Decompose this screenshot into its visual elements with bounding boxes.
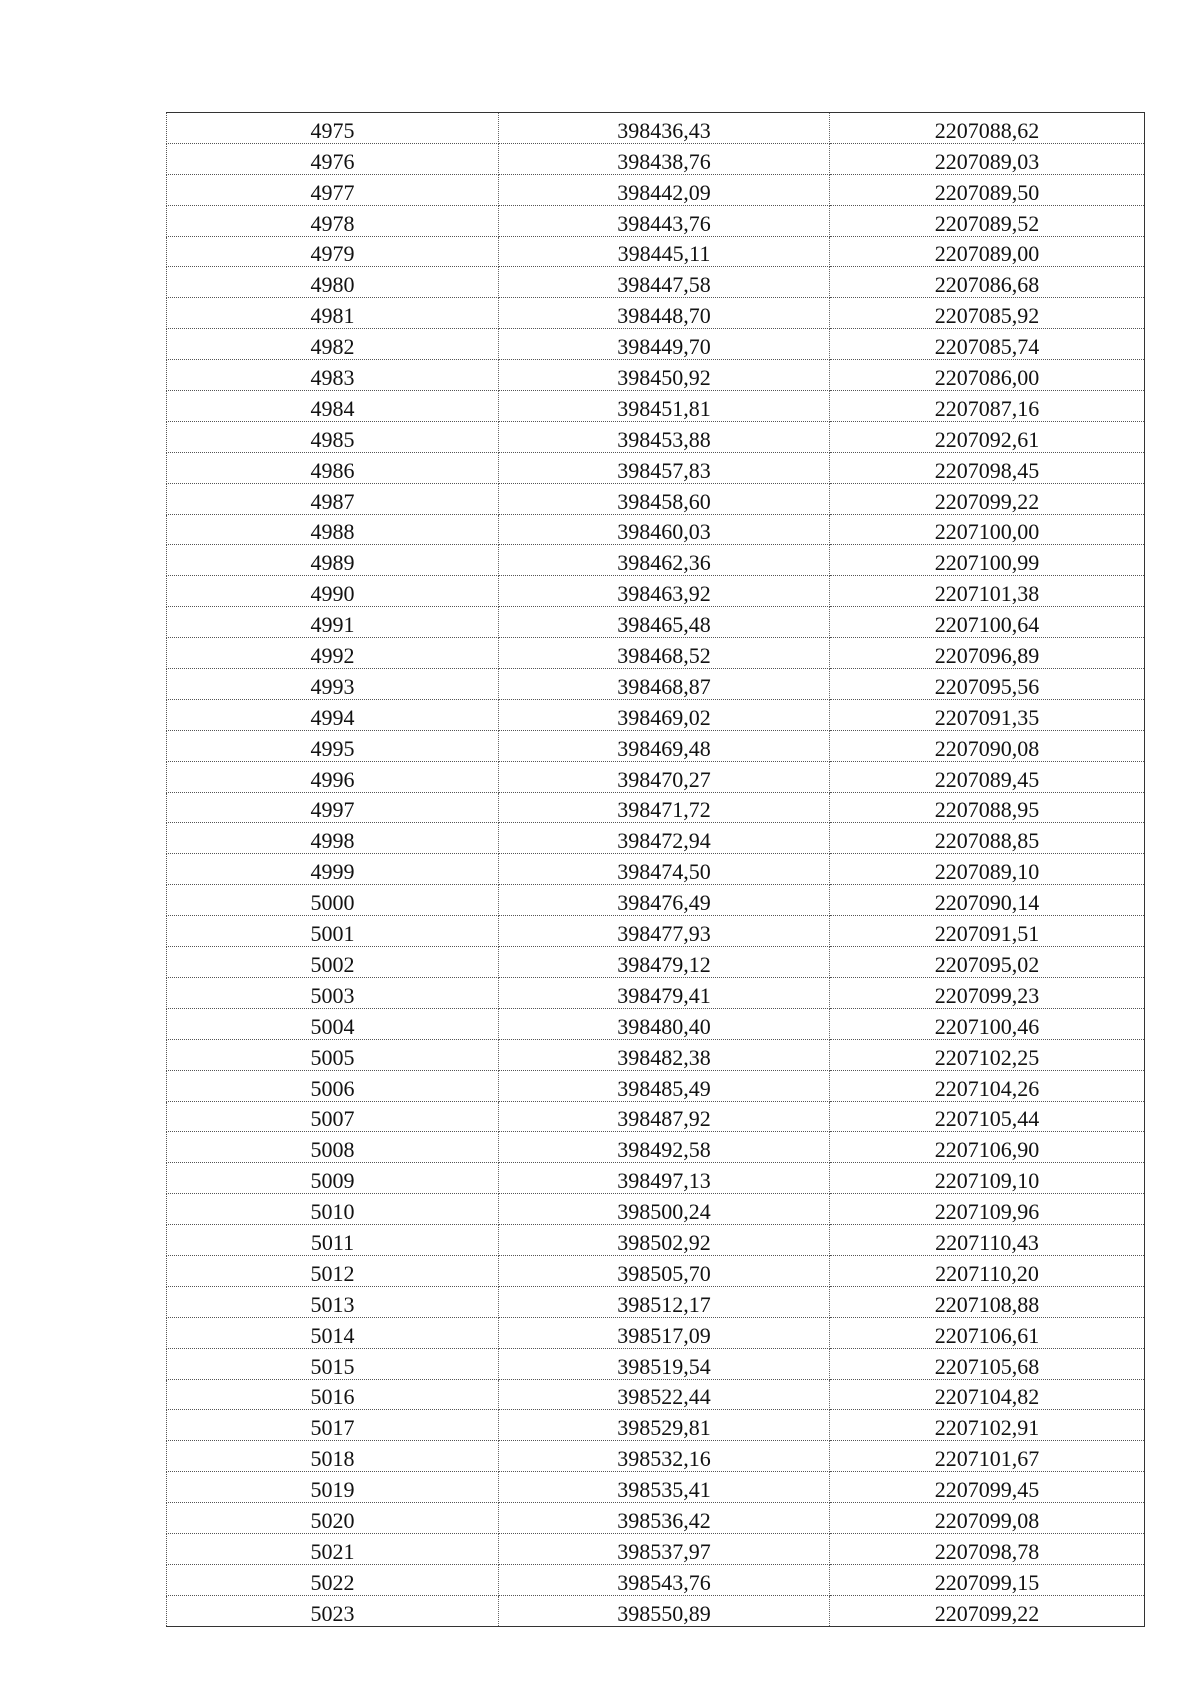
table-row	[167, 452, 1145, 483]
x-coordinate-cell: 398480,40	[499, 1008, 830, 1039]
table-row	[167, 483, 1145, 514]
coordinates-table	[166, 112, 1145, 1627]
point-number-cell: 4986	[167, 452, 499, 483]
y-coordinate-cell: 2207101,38	[830, 576, 1145, 607]
y-coordinate-cell: 2207088,95	[830, 792, 1145, 823]
table-row	[167, 1070, 1145, 1101]
point-number-cell: 5008	[167, 1132, 499, 1163]
table-row	[167, 1441, 1145, 1472]
table-row	[167, 1286, 1145, 1317]
table-row	[167, 761, 1145, 792]
x-coordinate-cell: 398442,09	[499, 174, 830, 205]
y-coordinate-cell: 2207089,50	[830, 174, 1145, 205]
y-coordinate-cell: 2207089,00	[830, 236, 1145, 267]
y-coordinate-cell: 2207090,08	[830, 730, 1145, 761]
table-row	[167, 638, 1145, 669]
x-coordinate-cell: 398448,70	[499, 298, 830, 329]
y-coordinate-cell: 2207105,68	[830, 1348, 1145, 1379]
table-row	[167, 1008, 1145, 1039]
point-number-cell: 5021	[167, 1533, 499, 1564]
y-coordinate-cell: 2207089,52	[830, 205, 1145, 236]
point-number-cell: 5015	[167, 1348, 499, 1379]
x-coordinate-cell: 398500,24	[499, 1194, 830, 1225]
point-number-cell: 4985	[167, 421, 499, 452]
point-number-cell: 5000	[167, 885, 499, 916]
point-number-cell: 4988	[167, 514, 499, 545]
x-coordinate-cell: 398502,92	[499, 1225, 830, 1256]
point-number-cell: 5006	[167, 1070, 499, 1101]
x-coordinate-cell: 398471,72	[499, 792, 830, 823]
point-number-cell: 4987	[167, 483, 499, 514]
table-body	[167, 113, 1145, 1627]
x-coordinate-cell: 398451,81	[499, 391, 830, 422]
y-coordinate-cell: 2207086,00	[830, 360, 1145, 391]
point-number-cell: 5016	[167, 1379, 499, 1410]
table-row	[167, 545, 1145, 576]
x-coordinate-cell: 398479,41	[499, 977, 830, 1008]
x-coordinate-cell: 398447,58	[499, 267, 830, 298]
point-number-cell: 4981	[167, 298, 499, 329]
table-row	[167, 947, 1145, 978]
x-coordinate-cell: 398450,92	[499, 360, 830, 391]
point-number-cell: 4989	[167, 545, 499, 576]
table-row	[167, 174, 1145, 205]
point-number-cell: 5020	[167, 1503, 499, 1534]
x-coordinate-cell: 398474,50	[499, 854, 830, 885]
table-row	[167, 1379, 1145, 1410]
x-coordinate-cell: 398472,94	[499, 823, 830, 854]
x-coordinate-cell: 398470,27	[499, 761, 830, 792]
point-number-cell: 4992	[167, 638, 499, 669]
y-coordinate-cell: 2207092,61	[830, 421, 1145, 452]
point-number-cell: 5004	[167, 1008, 499, 1039]
point-number-cell: 4997	[167, 792, 499, 823]
y-coordinate-cell: 2207098,78	[830, 1533, 1145, 1564]
x-coordinate-cell: 398453,88	[499, 421, 830, 452]
x-coordinate-cell: 398438,76	[499, 143, 830, 174]
table-row	[167, 1194, 1145, 1225]
y-coordinate-cell: 2207086,68	[830, 267, 1145, 298]
point-number-cell: 4999	[167, 854, 499, 885]
y-coordinate-cell: 2207087,16	[830, 391, 1145, 422]
point-number-cell: 5017	[167, 1410, 499, 1441]
point-number-cell: 5010	[167, 1194, 499, 1225]
x-coordinate-cell: 398469,48	[499, 730, 830, 761]
x-coordinate-cell: 398532,16	[499, 1441, 830, 1472]
document-page	[166, 112, 1144, 1627]
y-coordinate-cell: 2207109,10	[830, 1163, 1145, 1194]
table-row	[167, 699, 1145, 730]
point-number-cell: 5005	[167, 1039, 499, 1070]
table-row	[167, 1533, 1145, 1564]
x-coordinate-cell: 398457,83	[499, 452, 830, 483]
x-coordinate-cell: 398436,43	[499, 113, 830, 144]
y-coordinate-cell: 2207089,10	[830, 854, 1145, 885]
point-number-cell: 5003	[167, 977, 499, 1008]
table-row	[167, 792, 1145, 823]
point-number-cell: 5002	[167, 947, 499, 978]
point-number-cell: 4994	[167, 699, 499, 730]
table-row	[167, 421, 1145, 452]
table-row	[167, 113, 1145, 144]
table-row	[167, 143, 1145, 174]
y-coordinate-cell: 2207089,45	[830, 761, 1145, 792]
x-coordinate-cell: 398535,41	[499, 1472, 830, 1503]
table-row	[167, 329, 1145, 360]
x-coordinate-cell: 398505,70	[499, 1255, 830, 1286]
table-row	[167, 669, 1145, 700]
table-row	[167, 391, 1145, 422]
point-number-cell: 4998	[167, 823, 499, 854]
x-coordinate-cell: 398462,36	[499, 545, 830, 576]
y-coordinate-cell: 2207096,89	[830, 638, 1145, 669]
table-row	[167, 514, 1145, 545]
y-coordinate-cell: 2207104,82	[830, 1379, 1145, 1410]
y-coordinate-cell: 2207088,85	[830, 823, 1145, 854]
point-number-cell: 4983	[167, 360, 499, 391]
x-coordinate-cell: 398465,48	[499, 607, 830, 638]
y-coordinate-cell: 2207091,35	[830, 699, 1145, 730]
table-row	[167, 1595, 1145, 1626]
x-coordinate-cell: 398449,70	[499, 329, 830, 360]
table-row	[167, 1101, 1145, 1132]
x-coordinate-cell: 398476,49	[499, 885, 830, 916]
table-row	[167, 823, 1145, 854]
y-coordinate-cell: 2207085,92	[830, 298, 1145, 329]
y-coordinate-cell: 2207106,90	[830, 1132, 1145, 1163]
y-coordinate-cell: 2207089,03	[830, 143, 1145, 174]
point-number-cell: 4975	[167, 113, 499, 144]
table-row	[167, 1564, 1145, 1595]
point-number-cell: 4991	[167, 607, 499, 638]
point-number-cell: 5023	[167, 1595, 499, 1626]
y-coordinate-cell: 2207099,15	[830, 1564, 1145, 1595]
y-coordinate-cell: 2207100,00	[830, 514, 1145, 545]
x-coordinate-cell: 398537,97	[499, 1533, 830, 1564]
x-coordinate-cell: 398487,92	[499, 1101, 830, 1132]
table-row	[167, 885, 1145, 916]
x-coordinate-cell: 398485,49	[499, 1070, 830, 1101]
y-coordinate-cell: 2207102,91	[830, 1410, 1145, 1441]
point-number-cell: 4990	[167, 576, 499, 607]
y-coordinate-cell: 2207099,22	[830, 483, 1145, 514]
table-row	[167, 298, 1145, 329]
table-row	[167, 1255, 1145, 1286]
table-row	[167, 916, 1145, 947]
point-number-cell: 4993	[167, 669, 499, 700]
x-coordinate-cell: 398469,02	[499, 699, 830, 730]
x-coordinate-cell: 398458,60	[499, 483, 830, 514]
x-coordinate-cell: 398477,93	[499, 916, 830, 947]
y-coordinate-cell: 2207095,02	[830, 947, 1145, 978]
table-row	[167, 236, 1145, 267]
x-coordinate-cell: 398468,87	[499, 669, 830, 700]
y-coordinate-cell: 2207098,45	[830, 452, 1145, 483]
y-coordinate-cell: 2207099,23	[830, 977, 1145, 1008]
y-coordinate-cell: 2207099,08	[830, 1503, 1145, 1534]
table-row	[167, 1503, 1145, 1534]
x-coordinate-cell: 398536,42	[499, 1503, 830, 1534]
point-number-cell: 4996	[167, 761, 499, 792]
table-row	[167, 607, 1145, 638]
y-coordinate-cell: 2207106,61	[830, 1317, 1145, 1348]
x-coordinate-cell: 398468,52	[499, 638, 830, 669]
point-number-cell: 4977	[167, 174, 499, 205]
point-number-cell: 5014	[167, 1317, 499, 1348]
x-coordinate-cell: 398543,76	[499, 1564, 830, 1595]
table-row	[167, 205, 1145, 236]
x-coordinate-cell: 398522,44	[499, 1379, 830, 1410]
table-row	[167, 1163, 1145, 1194]
x-coordinate-cell: 398529,81	[499, 1410, 830, 1441]
table-row	[167, 730, 1145, 761]
point-number-cell: 4978	[167, 205, 499, 236]
x-coordinate-cell: 398482,38	[499, 1039, 830, 1070]
x-coordinate-cell: 398460,03	[499, 514, 830, 545]
y-coordinate-cell: 2207099,45	[830, 1472, 1145, 1503]
y-coordinate-cell: 2207100,46	[830, 1008, 1145, 1039]
y-coordinate-cell: 2207088,62	[830, 113, 1145, 144]
table-row	[167, 267, 1145, 298]
y-coordinate-cell: 2207100,64	[830, 607, 1145, 638]
table-row	[167, 1225, 1145, 1256]
y-coordinate-cell: 2207108,88	[830, 1286, 1145, 1317]
table-row	[167, 854, 1145, 885]
x-coordinate-cell: 398512,17	[499, 1286, 830, 1317]
x-coordinate-cell: 398445,11	[499, 236, 830, 267]
y-coordinate-cell: 2207104,26	[830, 1070, 1145, 1101]
x-coordinate-cell: 398463,92	[499, 576, 830, 607]
point-number-cell: 5013	[167, 1286, 499, 1317]
table-row	[167, 1039, 1145, 1070]
table-row	[167, 1472, 1145, 1503]
y-coordinate-cell: 2207091,51	[830, 916, 1145, 947]
x-coordinate-cell: 398497,13	[499, 1163, 830, 1194]
y-coordinate-cell: 2207101,67	[830, 1441, 1145, 1472]
table-row	[167, 977, 1145, 1008]
x-coordinate-cell: 398519,54	[499, 1348, 830, 1379]
point-number-cell: 5011	[167, 1225, 499, 1256]
table-row	[167, 576, 1145, 607]
y-coordinate-cell: 2207100,99	[830, 545, 1145, 576]
table-row	[167, 1348, 1145, 1379]
y-coordinate-cell: 2207102,25	[830, 1039, 1145, 1070]
point-number-cell: 5019	[167, 1472, 499, 1503]
x-coordinate-cell: 398443,76	[499, 205, 830, 236]
point-number-cell: 5007	[167, 1101, 499, 1132]
y-coordinate-cell: 2207085,74	[830, 329, 1145, 360]
table-row	[167, 360, 1145, 391]
y-coordinate-cell: 2207105,44	[830, 1101, 1145, 1132]
table-row	[167, 1410, 1145, 1441]
x-coordinate-cell: 398479,12	[499, 947, 830, 978]
point-number-cell: 4982	[167, 329, 499, 360]
point-number-cell: 5018	[167, 1441, 499, 1472]
y-coordinate-cell: 2207095,56	[830, 669, 1145, 700]
y-coordinate-cell: 2207090,14	[830, 885, 1145, 916]
point-number-cell: 4976	[167, 143, 499, 174]
y-coordinate-cell: 2207110,20	[830, 1255, 1145, 1286]
table-row	[167, 1132, 1145, 1163]
point-number-cell: 5022	[167, 1564, 499, 1595]
y-coordinate-cell: 2207099,22	[830, 1595, 1145, 1626]
point-number-cell: 5001	[167, 916, 499, 947]
y-coordinate-cell: 2207109,96	[830, 1194, 1145, 1225]
x-coordinate-cell: 398550,89	[499, 1595, 830, 1626]
point-number-cell: 5009	[167, 1163, 499, 1194]
point-number-cell: 4980	[167, 267, 499, 298]
x-coordinate-cell: 398492,58	[499, 1132, 830, 1163]
point-number-cell: 4995	[167, 730, 499, 761]
point-number-cell: 5012	[167, 1255, 499, 1286]
table-row	[167, 1317, 1145, 1348]
point-number-cell: 4984	[167, 391, 499, 422]
point-number-cell: 4979	[167, 236, 499, 267]
y-coordinate-cell: 2207110,43	[830, 1225, 1145, 1256]
x-coordinate-cell: 398517,09	[499, 1317, 830, 1348]
